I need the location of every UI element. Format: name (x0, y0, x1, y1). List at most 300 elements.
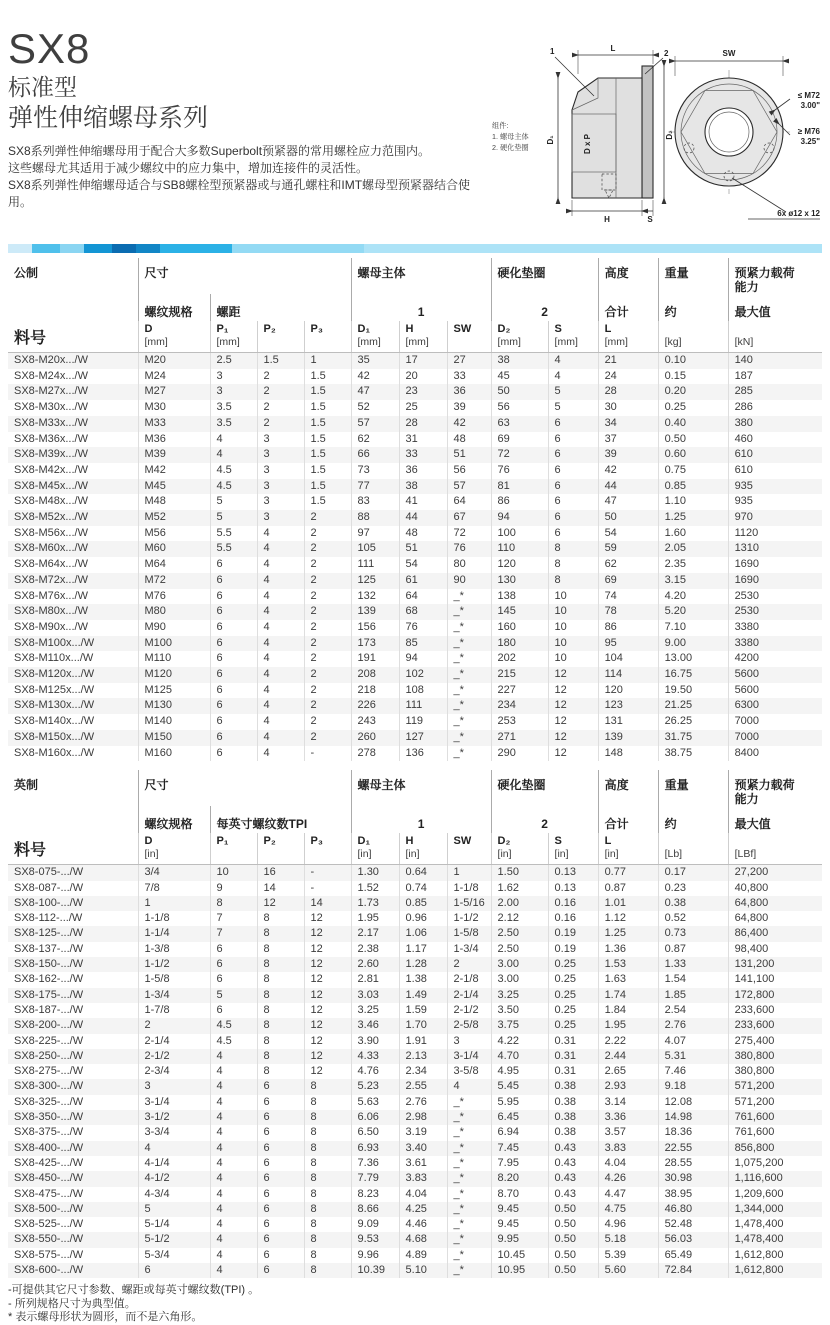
value-cell: M24 (138, 369, 210, 385)
value-cell: 2.76 (658, 1018, 728, 1033)
value-cell: 6 (210, 604, 257, 620)
nut-body-group-header: 螺母主体 (351, 770, 491, 806)
washer-section (642, 66, 653, 198)
value-cell: 6 (257, 1171, 304, 1186)
value-cell: 8 (548, 573, 598, 589)
value-cell: 2 (304, 667, 351, 683)
part-number-cell: SX8-112-.../W (14, 912, 83, 925)
value-cell: 4.75 (598, 1202, 658, 1217)
note-large-size: ≥ M76 (797, 127, 820, 136)
value-cell: M64 (138, 557, 210, 573)
value-cell: 77 (351, 479, 399, 495)
preload-label: 预紧力载荷能力 (734, 778, 795, 807)
value-cell: 1.53 (598, 957, 658, 972)
value-cell: 52.48 (658, 1217, 728, 1232)
value-cell: M125 (138, 683, 210, 699)
value-cell: 8 (304, 1232, 351, 1247)
value-cell: 81 (491, 479, 548, 495)
part-number-cell: SX8-175-.../W (14, 988, 84, 1001)
value-cell: 1.84 (598, 1003, 658, 1018)
nut-body-group-header: 螺母主体 (351, 258, 491, 294)
value-cell: 8.66 (351, 1202, 399, 1217)
callout-2: 2 (664, 49, 669, 58)
value-cell: 4.22 (491, 1034, 548, 1049)
value-cell: 7.36 (351, 1156, 399, 1171)
height-group-header: 高度 (598, 258, 658, 294)
value-cell: 2530 (728, 589, 822, 605)
value-cell: 120 (491, 557, 548, 573)
value-cell: 7.45 (491, 1141, 548, 1156)
table-row (8, 604, 822, 620)
value-cell: 4-1/2 (138, 1171, 210, 1186)
value-cell: - (304, 881, 351, 896)
value-cell: 0.31 (548, 1034, 598, 1049)
value-cell: 5-3/4 (138, 1248, 210, 1263)
thread-spec-header: 螺纹规格 (138, 294, 210, 321)
value-cell: 2.22 (598, 1034, 658, 1049)
value-cell: 50 (491, 384, 548, 400)
value-cell: 4 (257, 667, 304, 683)
part-number-cell: SX8-350-.../W (14, 1111, 84, 1124)
value-cell: 6 (257, 1141, 304, 1156)
part-number-cell: SX8-M160x.../W (14, 746, 95, 759)
table-row (8, 1187, 822, 1202)
front-view (668, 49, 821, 219)
table-row (8, 369, 822, 385)
value-cell: 0.50 (548, 1217, 598, 1232)
value-cell: 0.20 (658, 384, 728, 400)
value-cell: 0.25 (548, 972, 598, 987)
value-cell: 380 (728, 416, 822, 432)
value-cell: _* (447, 1171, 491, 1186)
value-cell: 6 (257, 1187, 304, 1202)
value-cell: 0.43 (548, 1141, 598, 1156)
value-cell: 6.93 (351, 1141, 399, 1156)
value-cell: 2.00 (491, 896, 548, 911)
value-cell: 0.38 (548, 1110, 598, 1125)
column-header: D₂ [mm] (491, 321, 548, 353)
value-cell: 1-5/16 (447, 896, 491, 911)
value-cell: 9.96 (351, 1248, 399, 1263)
value-cell: M160 (138, 746, 210, 762)
value-cell: M90 (138, 620, 210, 636)
value-cell: 8 (304, 1171, 351, 1186)
part-number-cell: SX8-137-.../W (14, 942, 84, 955)
value-cell: 6 (257, 1248, 304, 1263)
table-row (8, 479, 822, 495)
value-cell: 33 (447, 369, 491, 385)
value-cell: 4 (210, 1171, 257, 1186)
value-cell: 1-1/8 (138, 911, 210, 926)
part-number-cell: SX8-100-.../W (14, 896, 84, 909)
dim-D1-label: D₁ (546, 135, 555, 145)
washer-number: 2 (491, 294, 598, 321)
value-cell: 44 (399, 510, 447, 526)
value-cell: 0.43 (548, 1156, 598, 1171)
value-cell: 4.5 (210, 479, 257, 495)
value-cell: 0.75 (658, 463, 728, 479)
value-cell: 4.5 (210, 1034, 257, 1049)
value-cell: 2-1/8 (447, 972, 491, 987)
value-cell: 9.45 (491, 1217, 548, 1232)
value-cell: 1.5 (304, 432, 351, 448)
column-header: SW (447, 833, 491, 865)
value-cell: 42 (351, 369, 399, 385)
value-cell: 72 (491, 447, 548, 463)
value-cell: 3 (210, 384, 257, 400)
value-cell: 0.17 (658, 865, 728, 881)
value-cell: 10.45 (491, 1248, 548, 1263)
value-cell: 4.46 (399, 1217, 447, 1232)
value-cell: 173 (351, 636, 399, 652)
value-cell: 4 (548, 353, 598, 369)
value-cell: 180 (491, 636, 548, 652)
value-cell: 4.20 (658, 589, 728, 605)
value-cell: 6 (257, 1232, 304, 1247)
value-cell: 1.74 (598, 988, 658, 1003)
value-cell: 0.77 (598, 865, 658, 881)
value-cell: 6 (138, 1263, 210, 1278)
value-cell: 215 (491, 667, 548, 683)
preload-sub-header: 最大值 (728, 294, 822, 321)
value-cell: 4 (257, 730, 304, 746)
table-row (8, 589, 822, 605)
value-cell: 4.76 (351, 1064, 399, 1079)
value-cell: 76 (399, 620, 447, 636)
tpi-header: 每英寸螺纹数TPI (210, 806, 351, 833)
value-cell: 2.38 (351, 942, 399, 957)
column-header: [Lb] (658, 833, 728, 865)
value-cell: 12 (304, 1034, 351, 1049)
value-cell: 2-1/2 (138, 1049, 210, 1064)
value-cell: 12 (548, 698, 598, 714)
value-cell: 52 (351, 400, 399, 416)
value-cell: M150 (138, 730, 210, 746)
value-cell: 4 (257, 604, 304, 620)
value-cell: 16.75 (658, 667, 728, 683)
column-header: P₃ (304, 321, 351, 353)
value-cell: M27 (138, 384, 210, 400)
value-cell: 4.68 (399, 1232, 447, 1247)
value-cell: 3.5 (210, 416, 257, 432)
value-cell: 22.55 (658, 1141, 728, 1156)
value-cell: M120 (138, 667, 210, 683)
value-cell: 6 (210, 1003, 257, 1018)
value-cell: 1,116,600 (728, 1171, 822, 1186)
value-cell: 68 (399, 604, 447, 620)
value-cell: 65.49 (658, 1248, 728, 1263)
value-cell: 1.5 (304, 463, 351, 479)
value-cell: 62 (351, 432, 399, 448)
dim-SW-label: SW (722, 49, 736, 58)
nut-body-number: 1 (351, 806, 491, 833)
part-number-cell: SX8-M24x.../W (14, 369, 88, 382)
value-cell: 6 (548, 526, 598, 542)
table-row (8, 463, 822, 479)
value-cell: 1,612,800 (728, 1248, 822, 1263)
value-cell: 2.60 (351, 957, 399, 972)
value-cell: 5 (210, 510, 257, 526)
value-cell: 110 (491, 541, 548, 557)
value-cell: 30.98 (658, 1171, 728, 1186)
value-cell: 6 (548, 416, 598, 432)
column-header: P₃ (304, 833, 351, 865)
height-sub-header: 合计 (598, 806, 658, 833)
value-cell: 935 (728, 479, 822, 495)
value-cell: 1,478,400 (728, 1232, 822, 1247)
value-cell: 8 (304, 1248, 351, 1263)
value-cell: 3-1/2 (138, 1110, 210, 1125)
value-cell: 0.96 (399, 911, 447, 926)
value-cell: 1.12 (598, 911, 658, 926)
value-cell: 8 (304, 1156, 351, 1171)
value-cell: 0.38 (658, 896, 728, 911)
value-cell: - (304, 746, 351, 762)
value-cell: 10.95 (491, 1263, 548, 1278)
value-cell: 3 (257, 494, 304, 510)
value-cell: 0.52 (658, 911, 728, 926)
value-cell: 97 (351, 526, 399, 542)
table-row (8, 573, 822, 589)
value-cell: 3.83 (399, 1171, 447, 1186)
value-cell: 8 (257, 926, 304, 941)
value-cell: 1.60 (658, 526, 728, 542)
value-cell: _* (447, 1263, 491, 1278)
value-cell: 191 (351, 651, 399, 667)
value-cell: _* (447, 1095, 491, 1110)
part-number-cell: SX8-M120x.../W (14, 668, 95, 681)
value-cell: 12 (548, 714, 598, 730)
value-cell: 0.85 (399, 896, 447, 911)
value-cell: 1-3/4 (138, 988, 210, 1003)
value-cell: 10.39 (351, 1263, 399, 1278)
value-cell: 243 (351, 714, 399, 730)
value-cell: 761,600 (728, 1110, 822, 1125)
value-cell: 14.98 (658, 1110, 728, 1125)
part-number-cell: SX8-M36x.../W (14, 432, 88, 445)
value-cell: 1.54 (658, 972, 728, 987)
value-cell: 12 (548, 683, 598, 699)
value-cell: 2 (304, 714, 351, 730)
value-cell: 1,075,200 (728, 1156, 822, 1171)
value-cell: 2-5/8 (447, 1018, 491, 1033)
table-row (8, 447, 822, 463)
value-cell: 0.16 (548, 911, 598, 926)
value-cell: 102 (399, 667, 447, 683)
value-cell: _* (447, 1232, 491, 1247)
table-row (8, 957, 822, 972)
value-cell: 13.00 (658, 651, 728, 667)
table-row (8, 942, 822, 957)
part-number-cell: SX8-M90x.../W (14, 620, 88, 633)
part-number-cell: SX8-475-.../W (14, 1187, 84, 1200)
footnote: - 所列规格尺寸为典型值。 (8, 1297, 136, 1310)
note-small-size-in: 3.00" (800, 101, 820, 110)
value-cell: 2.05 (658, 541, 728, 557)
value-cell: 3-3/4 (138, 1125, 210, 1140)
value-cell: 18.36 (658, 1125, 728, 1140)
value-cell: 1310 (728, 541, 822, 557)
value-cell: 6 (210, 730, 257, 746)
value-cell: 3 (257, 510, 304, 526)
table-row (8, 714, 822, 730)
value-cell: 86,400 (728, 926, 822, 941)
column-header-part: 料号 (8, 321, 138, 353)
value-cell: 127 (399, 730, 447, 746)
value-cell: 2 (304, 604, 351, 620)
value-cell: 2-1/4 (447, 988, 491, 1003)
value-cell: 27 (447, 353, 491, 369)
value-cell: 35 (351, 353, 399, 369)
value-cell: 7.95 (491, 1156, 548, 1171)
title-block (8, 26, 490, 231)
value-cell: 38.75 (658, 746, 728, 762)
part-number-cell: SX8-250-.../W (14, 1049, 84, 1062)
value-cell: 6 (210, 620, 257, 636)
value-cell: 1.52 (351, 881, 399, 896)
part-number-cell: SX8-150-.../W (14, 958, 84, 971)
region-header: 公制 (14, 266, 39, 280)
value-cell: 14 (257, 881, 304, 896)
value-cell: 67 (447, 510, 491, 526)
value-cell: 2 (304, 510, 351, 526)
value-cell: 4 (210, 1141, 257, 1156)
table-row (8, 1263, 822, 1278)
value-cell: 8 (304, 1202, 351, 1217)
value-cell: 1.91 (399, 1034, 447, 1049)
value-cell: _* (447, 730, 491, 746)
value-cell: 5 (210, 988, 257, 1003)
value-cell: 2.54 (658, 1003, 728, 1018)
value-cell: 1-5/8 (138, 972, 210, 987)
value-cell: 1.01 (598, 896, 658, 911)
value-cell: 66 (351, 447, 399, 463)
value-cell: 6 (548, 479, 598, 495)
table-row (8, 636, 822, 652)
value-cell: 5600 (728, 683, 822, 699)
column-header: P₁ (210, 833, 257, 865)
value-cell: 1120 (728, 526, 822, 542)
value-cell: 4 (447, 1079, 491, 1094)
table-row (8, 541, 822, 557)
value-cell: 4 (210, 1217, 257, 1232)
column-header: D [in] (138, 833, 210, 865)
value-cell: 0.87 (598, 881, 658, 896)
technical-drawing (490, 36, 822, 231)
value-cell: 1.62 (491, 881, 548, 896)
table-row (8, 1079, 822, 1094)
value-cell: 4.96 (598, 1217, 658, 1232)
value-cell: 610 (728, 463, 822, 479)
table-row (8, 1125, 822, 1140)
value-cell: 285 (728, 384, 822, 400)
value-cell: 12.08 (658, 1095, 728, 1110)
value-cell: 3.25 (351, 1003, 399, 1018)
value-cell: M140 (138, 714, 210, 730)
value-cell: 1.5 (304, 494, 351, 510)
washer-group-header: 硬化垫圈 (491, 770, 598, 806)
imperial-section (8, 770, 822, 1278)
value-cell: 47 (351, 384, 399, 400)
value-cell: 6 (210, 972, 257, 987)
table-row (8, 353, 822, 369)
value-cell: 6 (257, 1263, 304, 1278)
value-cell: 187 (728, 369, 822, 385)
value-cell: 138 (491, 589, 548, 605)
value-cell: 2 (304, 636, 351, 652)
value-cell: 45 (491, 369, 548, 385)
value-cell: 6 (210, 651, 257, 667)
value-cell: 4.47 (598, 1187, 658, 1202)
value-cell: 6 (257, 1079, 304, 1094)
value-cell: M42 (138, 463, 210, 479)
region-header: 英制 (14, 778, 39, 793)
value-cell: 2 (304, 541, 351, 557)
washer-number: 2 (491, 806, 598, 833)
value-cell: 1690 (728, 573, 822, 589)
value-cell: 1.5 (304, 447, 351, 463)
value-cell: 94 (399, 651, 447, 667)
value-cell: 6 (548, 510, 598, 526)
part-number-cell: SX8-125-.../W (14, 927, 84, 940)
value-cell: 7000 (728, 714, 822, 730)
value-cell: 64,800 (728, 911, 822, 926)
value-cell: 62 (598, 557, 658, 573)
part-number-cell: SX8-187-.../W (14, 1003, 84, 1016)
value-cell: 4 (257, 557, 304, 573)
value-cell: 8 (304, 1141, 351, 1156)
table-row (8, 881, 822, 896)
value-cell: 12 (304, 942, 351, 957)
dim-group-header: 尺寸 (138, 770, 351, 806)
value-cell: 571,200 (728, 1079, 822, 1094)
value-cell: 2.17 (351, 926, 399, 941)
column-header: D [mm] (138, 321, 210, 353)
value-cell: 3 (210, 369, 257, 385)
value-cell: 40,800 (728, 881, 822, 896)
value-cell: 9.95 (491, 1232, 548, 1247)
bolt-circle-note: 6x ø12 x 12 (777, 209, 820, 218)
value-cell: 8 (210, 896, 257, 911)
value-cell: 0.13 (548, 865, 598, 881)
value-cell: 20 (399, 369, 447, 385)
value-cell: 3.40 (399, 1141, 447, 1156)
description-line: SX8系列弹性伸缩螺母适合与SB8螺栓型预紧器或与通孔螺柱和IMT螺母型预紧器结合使用。 (8, 178, 471, 209)
value-cell: 3.00 (491, 972, 548, 987)
value-cell: 7 (210, 911, 257, 926)
value-cell: 1 (447, 865, 491, 881)
table-row (8, 384, 822, 400)
subtitle-series: 弹性伸缩螺母系列 (8, 104, 209, 132)
value-cell: 0.38 (548, 1095, 598, 1110)
value-cell: 0.23 (658, 881, 728, 896)
value-cell: 80 (447, 557, 491, 573)
value-cell: 290 (491, 746, 548, 762)
value-cell: 1.5 (304, 479, 351, 495)
part-number-cell: SX8-300-.../W (14, 1080, 84, 1093)
value-cell: 50 (598, 510, 658, 526)
value-cell: 12 (548, 730, 598, 746)
value-cell: 28.55 (658, 1156, 728, 1171)
value-cell: 8 (548, 557, 598, 573)
value-cell: 380,800 (728, 1064, 822, 1079)
value-cell: 1.49 (399, 988, 447, 1003)
value-cell: 0.60 (658, 447, 728, 463)
part-number-cell: SX8-M42x.../W (14, 463, 88, 476)
table-row (8, 1202, 822, 1217)
value-cell: 4 (210, 1079, 257, 1094)
value-cell: 12 (304, 1003, 351, 1018)
